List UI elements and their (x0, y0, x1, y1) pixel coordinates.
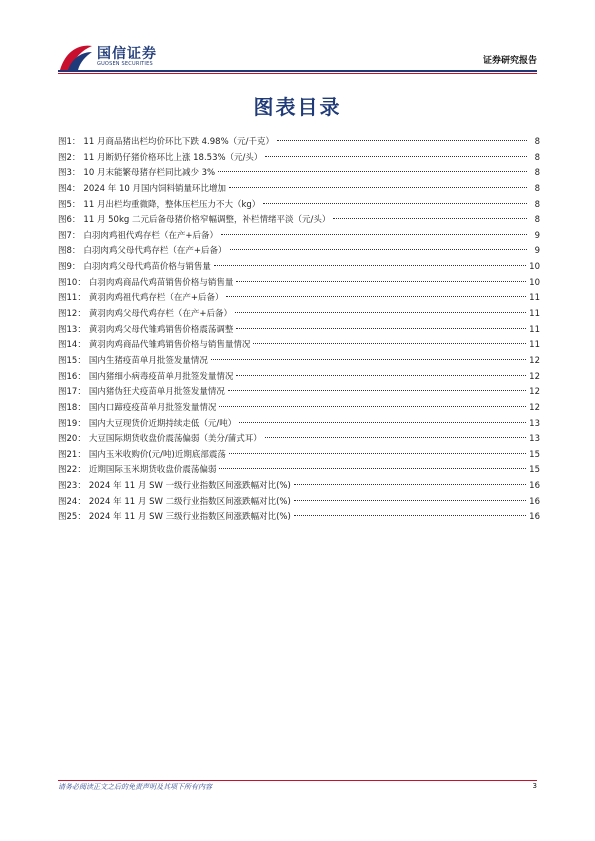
toc-entry[interactable] (58, 370, 540, 386)
toc-dot-leader (229, 187, 527, 188)
toc-figure-title: 黄羽肉鸡商品代雏鸡销售价格与销售量情况 (88, 340, 251, 351)
toc-figure-label: 图18： (58, 402, 86, 413)
toc-figure-title: 白羽肉鸡父母代鸡苗价格与销售量 (83, 262, 211, 273)
header-divider (58, 70, 537, 72)
toc-figure-label: 图14： (58, 340, 86, 351)
toc-dot-leader (236, 375, 526, 376)
toc-entry[interactable] (58, 448, 540, 464)
toc-entry[interactable] (58, 338, 540, 354)
toc-figure-title: 黄羽肉鸡父母代雏鸡销售价格震荡调整 (88, 324, 234, 335)
toc-figure-label: 图15： (58, 355, 86, 366)
toc-dot-leader (333, 218, 527, 219)
toc-figure-label: 图23： (58, 481, 86, 492)
logo-text-cn: 国信证券 (97, 46, 157, 62)
toc-dot-leader (277, 140, 527, 141)
footer-divider (58, 780, 537, 781)
toc-dot-leader (219, 406, 526, 407)
toc-dot-leader (253, 343, 526, 344)
toc-figure-label: 图16： (58, 371, 86, 382)
toc-page-number: 9 (534, 230, 540, 241)
page-title: 图表目录 (253, 95, 342, 119)
toc-dot-leader (239, 422, 526, 423)
toc-entry[interactable] (58, 213, 540, 229)
toc-entry[interactable] (58, 354, 540, 370)
footer-disclaimer: 请务必阅读正文之后的免责声明及其项下所有内容 (58, 783, 212, 791)
toc-page-number: 9 (534, 246, 540, 257)
toc-entry[interactable] (58, 323, 540, 339)
toc-entry[interactable] (58, 479, 540, 495)
toc-figure-title: 国内猪细小病毒疫苗单月批签发量情况 (88, 371, 234, 382)
toc-dot-leader (294, 484, 526, 485)
toc-dot-leader (294, 515, 526, 516)
toc-figure-title: 国内生猪疫苗单月批签发量情况 (88, 355, 208, 366)
toc-figure-label: 图4： (58, 183, 81, 194)
toc-dot-leader (214, 265, 526, 266)
toc-figure-title: 2024 年 11 月 SW 三级行业指数区间涨跌幅对比(%) (88, 512, 291, 523)
toc-dot-leader (236, 328, 526, 329)
toc-dot-leader (235, 312, 526, 313)
toc-figure-label: 图21： (58, 449, 86, 460)
toc-page-number: 15 (529, 449, 540, 460)
toc-figure-label: 图19： (58, 418, 86, 429)
toc-page-number: 8 (534, 137, 540, 147)
figure-index-list (58, 135, 540, 526)
toc-entry[interactable] (58, 166, 540, 182)
toc-entry[interactable] (58, 135, 540, 151)
toc-figure-label: 图24： (58, 496, 86, 507)
toc-page-number: 11 (529, 340, 540, 351)
logo-text-en: GUOSEN SECURITIES (97, 61, 153, 67)
toc-figure-title: 国内大豆现货价近期持续走低（元/吨） (88, 418, 237, 429)
toc-figure-label: 图6： (58, 215, 81, 226)
toc-page-number: 13 (529, 434, 540, 445)
toc-page-number: 8 (534, 215, 540, 226)
toc-figure-title: 11 月 50kg 二元后备母猪价格窄幅调整，补栏情绪平淡（元/头） (83, 215, 331, 226)
toc-figure-label: 图2： (58, 152, 81, 163)
toc-dot-leader (221, 234, 527, 235)
toc-figure-title: 2024 年 11 月 SW 一级行业指数区间涨跌幅对比(%) (88, 481, 291, 492)
toc-figure-label: 图17： (58, 387, 86, 398)
company-logo (58, 40, 218, 74)
toc-figure-label: 图3： (58, 168, 81, 179)
toc-page-number: 16 (529, 496, 540, 507)
toc-page-number: 8 (534, 199, 540, 210)
toc-page-number: 10 (529, 262, 540, 273)
toc-entry[interactable] (58, 276, 540, 292)
page-header (0, 0, 595, 80)
toc-dot-leader (265, 156, 527, 157)
toc-page-number: 11 (529, 324, 540, 335)
toc-page-number: 13 (529, 418, 540, 429)
guosen-logo-icon (58, 40, 94, 72)
toc-figure-title: 白羽肉鸡祖代鸡存栏（在产+后备） (83, 230, 219, 241)
toc-dot-leader (218, 171, 527, 172)
toc-dot-leader (294, 500, 526, 501)
toc-entry[interactable] (58, 307, 540, 323)
toc-figure-title: 白羽肉鸡父母代鸡存栏（在产+后备） (83, 246, 227, 257)
toc-figure-label: 图10： (58, 277, 86, 288)
toc-entry[interactable] (58, 463, 540, 479)
toc-figure-title: 大豆国际期货收盘价震荡偏弱（美分/蒲式耳） (88, 434, 262, 445)
toc-entry[interactable] (58, 151, 540, 167)
toc-dot-leader (229, 453, 526, 454)
toc-figure-title: 国内口蹄疫疫苗单月批签发量情况 (88, 402, 217, 413)
toc-entry[interactable] (58, 510, 540, 526)
toc-figure-label: 图1： (58, 137, 81, 147)
toc-page-number: 8 (534, 183, 540, 194)
toc-figure-label: 图13： (58, 324, 86, 335)
toc-figure-label: 图7： (58, 230, 81, 241)
toc-figure-title: 11 月断奶仔猪价格环比上涨 18.53%（元/头） (83, 152, 263, 163)
toc-entry[interactable] (58, 198, 540, 214)
toc-figure-title: 近期国际玉米期货收盘价震荡偏弱 (88, 465, 217, 476)
toc-entry[interactable] (58, 385, 540, 401)
toc-entry[interactable] (58, 432, 540, 448)
toc-dot-leader (236, 281, 526, 282)
toc-dot-leader (211, 359, 526, 360)
toc-dot-leader (226, 296, 526, 297)
toc-figure-label: 图9： (58, 262, 81, 273)
toc-entry[interactable] (58, 229, 540, 245)
toc-entry[interactable] (58, 182, 540, 198)
toc-figure-title: 2024 年 10 月国内饲料销量环比增加 (83, 183, 226, 194)
toc-page-number: 8 (534, 168, 540, 179)
toc-dot-leader (230, 249, 527, 250)
toc-entry[interactable] (58, 260, 540, 276)
toc-figure-title: 10 月末能繁母猪存栏同比减少 3% (83, 168, 216, 179)
toc-page-number: 16 (529, 481, 540, 492)
toc-page-number: 8 (534, 152, 540, 163)
toc-page-number: 12 (529, 355, 540, 366)
toc-page-number: 10 (529, 277, 540, 288)
toc-figure-title: 11 月商品猪出栏均价环比下跌 4.98%（元/千克） (83, 137, 275, 147)
toc-figure-label: 图8： (58, 246, 81, 257)
toc-figure-title: 11 月出栏均重微降，整体压栏压力不大（kg） (83, 199, 261, 210)
report-type-label: 证券研究报告 (482, 56, 537, 66)
toc-dot-leader (228, 390, 526, 391)
toc-page-number: 12 (529, 371, 540, 382)
toc-entry[interactable] (58, 291, 540, 307)
toc-figure-title: 2024 年 11 月 SW 二级行业指数区间涨跌幅对比(%) (88, 496, 291, 507)
toc-entry[interactable] (58, 401, 540, 417)
toc-page-number: 16 (529, 512, 540, 523)
toc-figure-title: 黄羽肉鸡祖代鸡存栏（在产+后备） (88, 293, 224, 304)
toc-figure-label: 图5： (58, 199, 81, 210)
toc-dot-leader (265, 437, 526, 438)
toc-dot-leader (263, 203, 527, 204)
toc-figure-title: 国内玉米收购价(元/吨)近期底部震荡 (88, 449, 226, 460)
page-number: 3 (532, 782, 537, 790)
header-divider-accent (58, 73, 537, 74)
toc-figure-label: 图22： (58, 465, 86, 476)
toc-figure-title: 国内猪伪狂犬疫苗单月批签发量情况 (88, 387, 225, 398)
toc-entry[interactable] (58, 244, 540, 260)
toc-figure-title: 白羽肉鸡商品代鸡苗销售价格与销售量 (88, 277, 234, 288)
toc-figure-label: 图20： (58, 434, 86, 445)
toc-page-number: 12 (529, 387, 540, 398)
toc-page-number: 12 (529, 402, 540, 413)
toc-dot-leader (219, 468, 526, 469)
toc-entry[interactable] (58, 417, 540, 433)
toc-figure-title: 黄羽肉鸡父母代鸡存栏（在产+后备） (88, 309, 232, 320)
toc-page-number: 11 (529, 309, 540, 320)
toc-figure-label: 图11： (58, 293, 86, 304)
toc-entry[interactable] (58, 495, 540, 511)
toc-page-number: 15 (529, 465, 540, 476)
toc-figure-label: 图25： (58, 512, 86, 523)
toc-page-number: 11 (529, 293, 540, 304)
toc-figure-label: 图12： (58, 309, 86, 320)
